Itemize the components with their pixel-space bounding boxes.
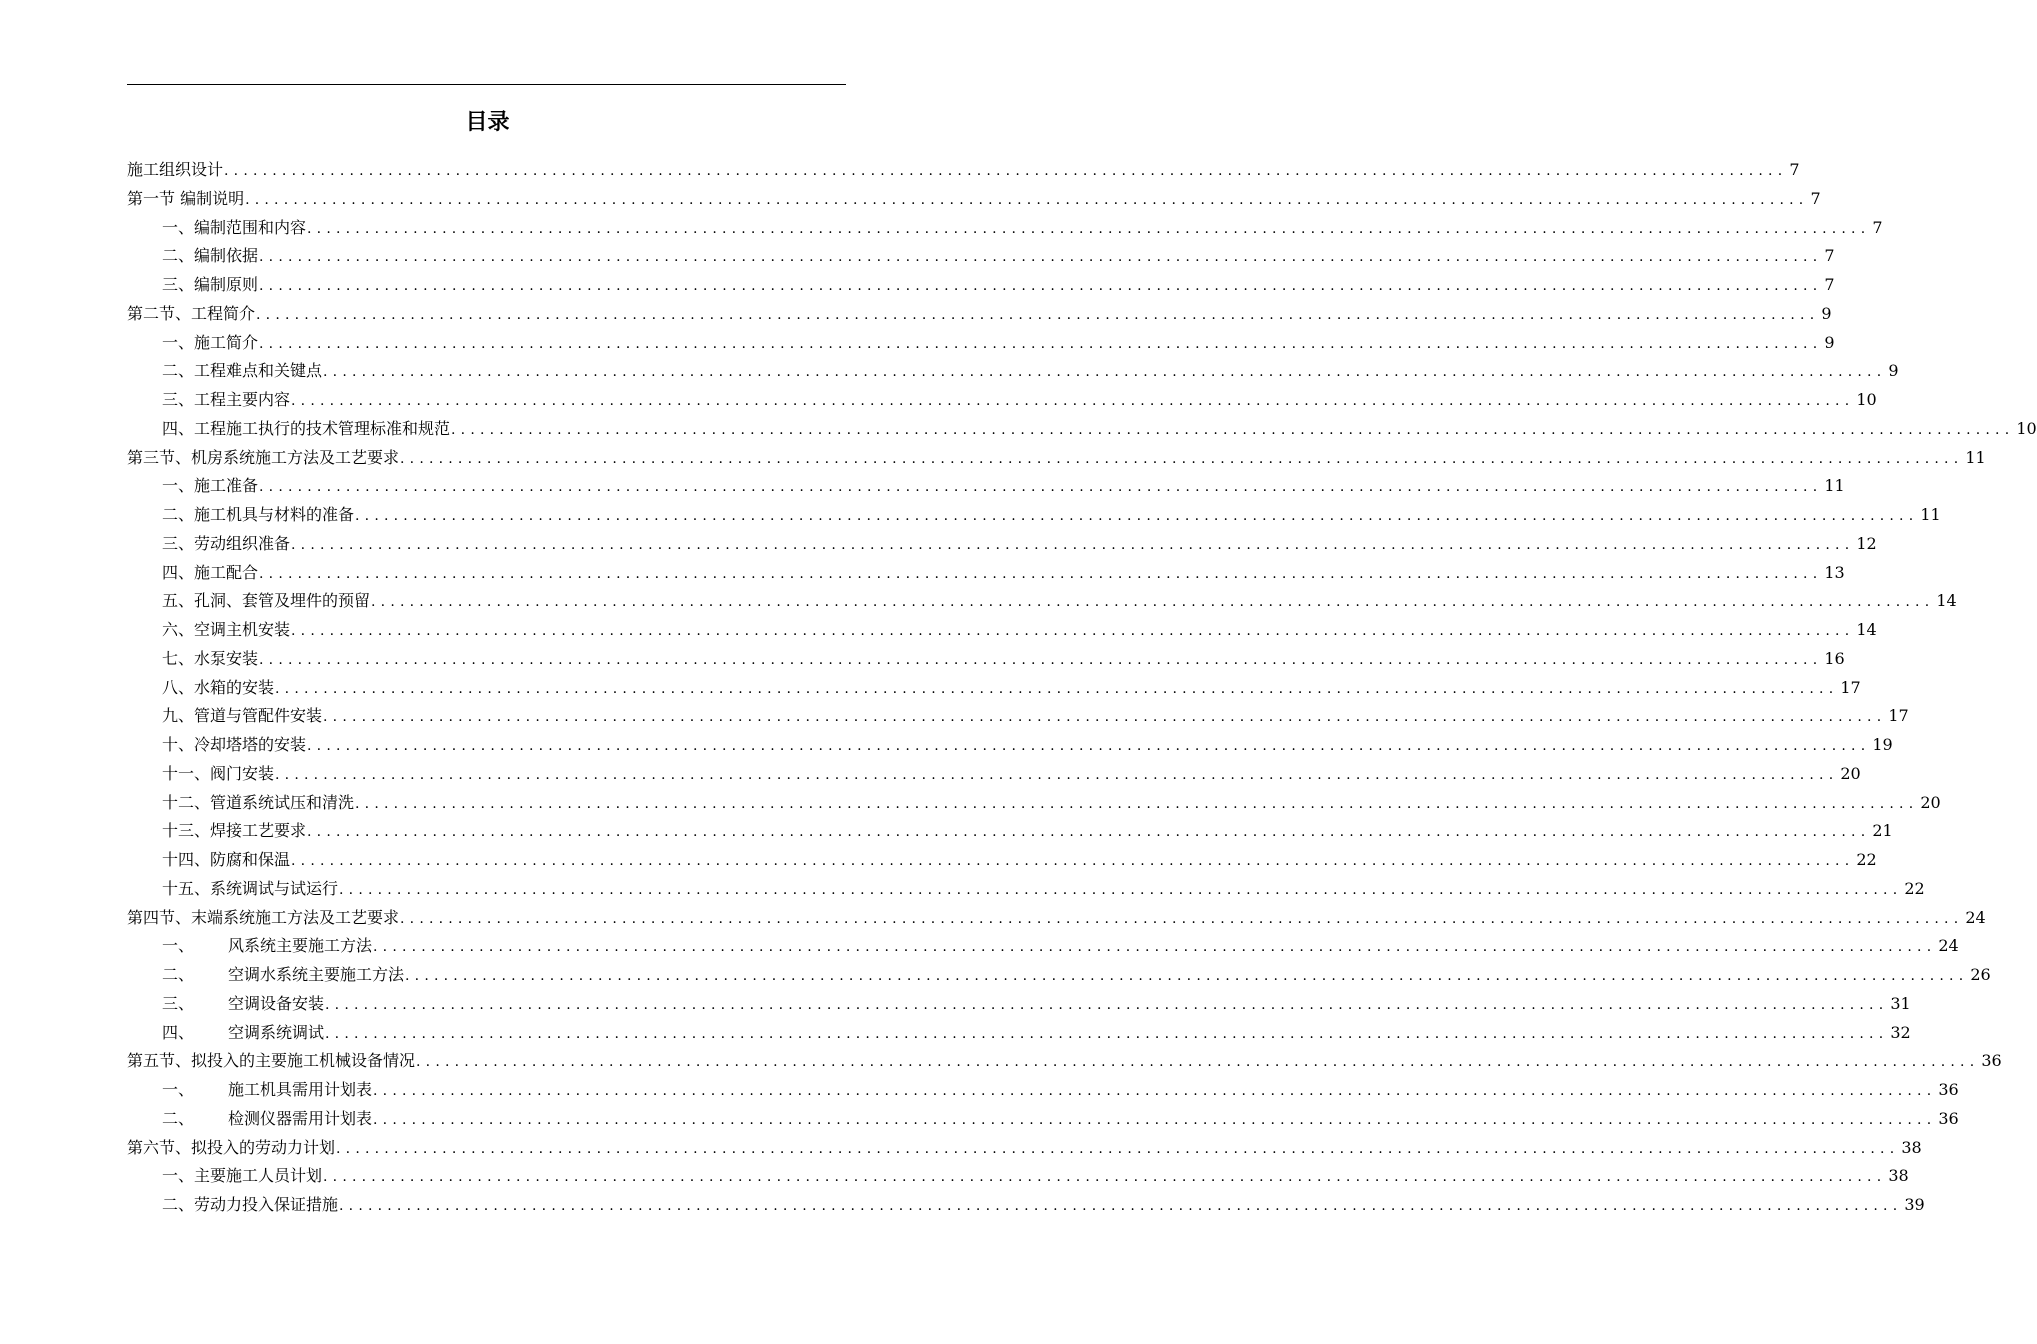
toc-dot-leader: .................................................................................................................................................................. bbox=[307, 824, 1871, 841]
toc-entry-title: 第一节 编制说明 bbox=[127, 188, 245, 208]
toc-page-number: 39 bbox=[1904, 1195, 1925, 1214]
toc-entry-title: 二、施工机具与材料的准备 bbox=[162, 505, 355, 524]
toc-dot-leader: .................................................................................................................................................................. bbox=[336, 1140, 1900, 1157]
toc-entry-title: 二、工程难点和关键点 bbox=[162, 361, 323, 381]
toc-entry-text bbox=[162, 961, 404, 990]
toc-entry[interactable] bbox=[127, 501, 1941, 530]
toc-dot-leader: .................................................................................................................................................................. bbox=[259, 565, 1823, 582]
toc-entry-title: 十五、系统调试与试运行 bbox=[162, 878, 339, 898]
toc-entry-text bbox=[162, 817, 306, 846]
toc-entry-text bbox=[162, 472, 258, 501]
toc-dot-leader: .................................................................................................................................................................. bbox=[224, 163, 1788, 179]
toc-entry-title: 五、孔洞、套管及埋件的预留 bbox=[162, 591, 371, 611]
toc-entry-text bbox=[162, 1162, 322, 1191]
toc-page-number: 13 bbox=[1824, 562, 1845, 582]
toc-entry[interactable] bbox=[127, 961, 1991, 990]
toc-page-number: 11 bbox=[1824, 476, 1845, 496]
toc-entry[interactable] bbox=[127, 185, 1821, 214]
toc-entry-text bbox=[162, 990, 324, 1019]
toc-entry-text bbox=[162, 415, 450, 444]
toc-dot-leader: .................................................................................................................................................................. bbox=[259, 335, 1823, 352]
toc-page-number: 22 bbox=[1856, 850, 1877, 869]
toc-entry-title: 十、冷却塔塔的安装 bbox=[162, 735, 307, 754]
toc-entry-prefix: 四、 bbox=[162, 1022, 195, 1042]
toc-entry[interactable] bbox=[127, 530, 1877, 559]
toc-page-number: 11 bbox=[1965, 447, 1986, 467]
toc-dot-leader: .................................................................................................................................................................. bbox=[325, 996, 1889, 1013]
toc-page-number: 22 bbox=[1904, 878, 1925, 898]
toc-entry[interactable] bbox=[127, 1047, 2002, 1076]
toc-dot-leader: .................................................................................................................................................................. bbox=[405, 968, 1969, 984]
toc-entry[interactable] bbox=[127, 415, 2037, 444]
toc-dot-leader: .................................................................................................................................................................. bbox=[275, 766, 1839, 783]
toc-dot-leader: .................................................................................................................................................................. bbox=[400, 450, 1964, 467]
toc-dot-leader: .................................................................................................................................................................. bbox=[307, 738, 1871, 754]
toc-entry-text bbox=[162, 702, 322, 731]
toc-dot-leader: .................................................................................................................................................................. bbox=[259, 278, 1823, 294]
toc-entry-title: 施工组织设计 bbox=[127, 160, 224, 179]
toc-entry-title: 检测仪器需用计划表 bbox=[228, 1108, 373, 1128]
toc-page-number: 36 bbox=[1938, 1080, 1959, 1099]
toc-entry-title: 一、编制范围和内容 bbox=[162, 217, 307, 237]
toc-entry-title: 四、工程施工执行的技术管理标准和规范 bbox=[162, 418, 451, 438]
toc-page-number: 26 bbox=[1970, 965, 1991, 984]
toc-entry-title: 三、编制原则 bbox=[162, 275, 259, 294]
toc-dot-leader: .................................................................................................................................................................. bbox=[291, 393, 1855, 409]
toc-entry-title: 第五节、拟投入的主要施工机械设备情况 bbox=[127, 1051, 416, 1071]
toc-dot-leader: .................................................................................................................................................................. bbox=[245, 191, 1809, 208]
toc-entry[interactable] bbox=[127, 616, 1877, 645]
toc-entry[interactable] bbox=[127, 472, 1845, 501]
toc-entry-title: 十三、焊接工艺要求 bbox=[162, 821, 307, 841]
toc-page-number: 21 bbox=[1872, 821, 1893, 841]
toc-dot-leader: .................................................................................................................................................................. bbox=[339, 1198, 1903, 1214]
toc-entry-text bbox=[162, 731, 306, 760]
toc-entry[interactable] bbox=[127, 357, 1899, 386]
toc-entry-title: 八、水箱的安装 bbox=[162, 677, 275, 697]
toc-entry-text bbox=[162, 1019, 324, 1048]
toc-entry-title: 第六节、拟投入的劳动力计划 bbox=[127, 1137, 336, 1157]
toc-dot-leader: .................................................................................................................................................................. bbox=[259, 651, 1823, 668]
toc-entry[interactable] bbox=[127, 300, 1832, 329]
toc-title: 目录 bbox=[465, 110, 510, 135]
toc-dot-leader: .................................................................................................................................................................. bbox=[339, 881, 1903, 898]
toc-dot-leader: .................................................................................................................................................................. bbox=[323, 1169, 1887, 1186]
toc-dot-leader: .................................................................................................................................................................. bbox=[416, 1054, 1980, 1071]
toc-entry-title: 空调设备安装 bbox=[228, 993, 325, 1013]
toc-page-number: 9 bbox=[1821, 303, 1832, 323]
toc-page-number: 38 bbox=[1888, 1166, 1909, 1186]
toc-dot-leader: .................................................................................................................................................................. bbox=[323, 709, 1887, 726]
toc-entry-text bbox=[127, 300, 255, 329]
toc-entry[interactable] bbox=[127, 1105, 1959, 1134]
toc-dot-leader: .................................................................................................................................................................. bbox=[355, 795, 1919, 812]
toc-dot-leader: .................................................................................................................................................................. bbox=[451, 421, 2015, 438]
toc-entry[interactable] bbox=[127, 674, 1861, 703]
toc-entry-title: 二、劳动力投入保证措施 bbox=[162, 1195, 339, 1214]
toc-page-number: 9 bbox=[1824, 332, 1835, 352]
toc-page-number: 24 bbox=[1965, 907, 1986, 927]
toc-entry-title: 四、施工配合 bbox=[162, 562, 259, 582]
toc-entry[interactable] bbox=[127, 156, 1800, 185]
toc-page-number: 38 bbox=[1901, 1137, 1922, 1157]
toc-entry-text bbox=[127, 156, 223, 185]
toc-dot-leader: .................................................................................................................................................................. bbox=[355, 508, 1919, 524]
toc-entry[interactable] bbox=[127, 1162, 1909, 1191]
toc-page-number: 17 bbox=[1888, 706, 1909, 726]
toc-entry-text bbox=[162, 875, 338, 904]
toc-entry-text bbox=[162, 616, 290, 645]
toc-page-number: 7 bbox=[1789, 160, 1800, 179]
toc-entry-text bbox=[162, 645, 258, 674]
toc-entry-text bbox=[162, 271, 258, 300]
toc-entry[interactable] bbox=[127, 1019, 1911, 1048]
toc-dot-leader: .................................................................................................................................................................. bbox=[325, 1025, 1889, 1042]
toc-entry-text bbox=[162, 674, 274, 703]
toc-page-number: 7 bbox=[1872, 217, 1883, 237]
toc-entry-text bbox=[162, 242, 258, 271]
toc-entry-prefix: 二、 bbox=[162, 1108, 195, 1128]
toc-entry-text bbox=[127, 444, 399, 473]
toc-entry-title: 三、工程主要内容 bbox=[162, 390, 291, 409]
toc-dot-leader: .................................................................................................................................................................. bbox=[323, 364, 1887, 381]
toc-entry[interactable] bbox=[127, 645, 1845, 674]
toc-entry-text bbox=[162, 559, 258, 588]
toc-entry[interactable] bbox=[127, 789, 1941, 818]
toc-entry-title: 七、水泵安装 bbox=[162, 648, 259, 668]
toc-entry-text bbox=[162, 501, 354, 530]
toc-entry-title: 三、劳动组织准备 bbox=[162, 533, 291, 553]
toc-entry[interactable] bbox=[127, 559, 1845, 588]
toc-page-number: 19 bbox=[1872, 735, 1893, 754]
toc-entry[interactable] bbox=[127, 444, 1986, 473]
toc-page-number: 36 bbox=[1938, 1108, 1959, 1128]
toc-dot-leader: .................................................................................................................................................................. bbox=[291, 623, 1855, 639]
toc-entry[interactable] bbox=[127, 760, 1861, 789]
toc-page-number: 7 bbox=[1810, 188, 1821, 208]
toc-entry[interactable] bbox=[127, 702, 1909, 731]
toc-page-number: 14 bbox=[1936, 591, 1957, 611]
toc-dot-leader: .................................................................................................................................................................. bbox=[259, 479, 1823, 496]
toc-entry-prefix: 一、 bbox=[162, 1080, 195, 1099]
toc-page-number: 9 bbox=[1888, 361, 1899, 381]
toc-entry-title: 九、管道与管配件安装 bbox=[162, 706, 323, 726]
toc-page-number: 36 bbox=[1981, 1051, 2002, 1071]
toc-entry-title: 二、编制依据 bbox=[162, 246, 259, 266]
toc-entry-title: 风系统主要施工方法 bbox=[228, 936, 373, 956]
toc-page-number: 7 bbox=[1824, 275, 1835, 294]
toc-entry-text bbox=[162, 789, 354, 818]
toc-page-number: 17 bbox=[1840, 677, 1861, 697]
toc-dot-leader: .................................................................................................................................................................. bbox=[259, 249, 1823, 266]
toc-dot-leader: .................................................................................................................................................................. bbox=[275, 680, 1839, 697]
toc-page-number: 31 bbox=[1890, 993, 1911, 1013]
toc-entry-text bbox=[162, 587, 370, 616]
toc-entry[interactable] bbox=[127, 731, 1893, 760]
toc-entry-title: 一、施工准备 bbox=[162, 476, 259, 496]
toc-page-number: 12 bbox=[1856, 533, 1877, 553]
toc-entry-title: 第二节、工程简介 bbox=[127, 303, 256, 323]
toc-dot-leader: .................................................................................................................................................................. bbox=[373, 1083, 1937, 1099]
toc-dot-leader: .................................................................................................................................................................. bbox=[291, 853, 1855, 869]
header-rule bbox=[127, 84, 846, 85]
toc-entry-text bbox=[127, 185, 244, 214]
toc-entry-text bbox=[162, 760, 274, 789]
toc-page-number: 14 bbox=[1856, 620, 1877, 639]
toc-entry-text bbox=[127, 904, 399, 933]
toc-entry[interactable] bbox=[127, 386, 1877, 415]
toc-entry-text bbox=[127, 1134, 335, 1163]
toc-entry-text bbox=[162, 214, 306, 243]
toc-entry[interactable] bbox=[127, 817, 1893, 846]
toc-page-number: 16 bbox=[1824, 648, 1845, 668]
toc-entry-text bbox=[162, 1076, 372, 1105]
toc-entry-text bbox=[162, 329, 258, 358]
toc-page-number: 32 bbox=[1890, 1022, 1911, 1042]
toc-entry-text bbox=[162, 357, 322, 386]
toc-page-number: 20 bbox=[1840, 763, 1861, 783]
toc-entry[interactable] bbox=[127, 932, 1959, 961]
toc-page-number: 10 bbox=[2016, 418, 2037, 438]
toc-entry-title: 第四节、末端系统施工方法及工艺要求 bbox=[127, 907, 400, 927]
toc-page-number: 7 bbox=[1824, 246, 1835, 266]
toc-entry-prefix: 二、 bbox=[162, 965, 195, 984]
toc-page-number: 11 bbox=[1920, 505, 1941, 524]
toc-page-number: 20 bbox=[1920, 792, 1941, 812]
toc-entry-text bbox=[162, 1105, 372, 1134]
toc-entry[interactable] bbox=[127, 1191, 1925, 1220]
toc-entry-title: 一、主要施工人员计划 bbox=[162, 1166, 323, 1186]
toc-entry[interactable] bbox=[127, 587, 1957, 616]
toc-dot-leader: .................................................................................................................................................................. bbox=[291, 536, 1855, 553]
toc-entry-text bbox=[162, 530, 290, 559]
toc-dot-leader: .................................................................................................................................................................. bbox=[373, 939, 1937, 956]
toc-list bbox=[127, 156, 2037, 1220]
toc-entry-text bbox=[162, 846, 290, 875]
toc-entry-title: 十四、防腐和保温 bbox=[162, 850, 291, 869]
toc-entry[interactable] bbox=[127, 1076, 1959, 1105]
toc-entry-title: 空调水系统主要施工方法 bbox=[228, 965, 405, 984]
toc-dot-leader: .................................................................................................................................................................. bbox=[400, 910, 1964, 927]
toc-entry-title: 十二、管道系统试压和清洗 bbox=[162, 792, 355, 812]
toc-entry-text bbox=[162, 386, 290, 415]
toc-entry[interactable] bbox=[127, 271, 1835, 300]
toc-dot-leader: .................................................................................................................................................................. bbox=[256, 306, 1820, 323]
toc-entry-title: 一、施工简介 bbox=[162, 332, 259, 352]
toc-entry-title: 空调系统调试 bbox=[228, 1022, 325, 1042]
toc-entry[interactable] bbox=[127, 1134, 1922, 1163]
toc-entry-title: 第三节、机房系统施工方法及工艺要求 bbox=[127, 447, 400, 467]
toc-entry[interactable] bbox=[127, 875, 1925, 904]
toc-entry-prefix: 三、 bbox=[162, 993, 195, 1013]
toc-entry[interactable] bbox=[127, 904, 1986, 933]
toc-entry-title: 施工机具需用计划表 bbox=[228, 1080, 373, 1099]
toc-entry[interactable] bbox=[127, 242, 1835, 271]
toc-entry-title: 十一、阀门安装 bbox=[162, 763, 275, 783]
toc-entry-text bbox=[127, 1047, 415, 1076]
toc-dot-leader: .................................................................................................................................................................. bbox=[307, 220, 1871, 237]
toc-entry-prefix: 一、 bbox=[162, 936, 195, 956]
toc-dot-leader: .................................................................................................................................................................. bbox=[371, 594, 1935, 611]
toc-page-number: 24 bbox=[1938, 936, 1959, 956]
toc-entry[interactable] bbox=[127, 329, 1835, 358]
toc-dot-leader: .................................................................................................................................................................. bbox=[373, 1111, 1937, 1128]
toc-entry-text bbox=[162, 1191, 338, 1220]
toc-entry[interactable] bbox=[127, 990, 1911, 1019]
toc-entry-title: 六、空调主机安装 bbox=[162, 620, 291, 639]
toc-page-number: 10 bbox=[1856, 390, 1877, 409]
toc-entry[interactable] bbox=[127, 214, 1883, 243]
toc-entry-text bbox=[162, 932, 372, 961]
toc-entry[interactable] bbox=[127, 846, 1877, 875]
